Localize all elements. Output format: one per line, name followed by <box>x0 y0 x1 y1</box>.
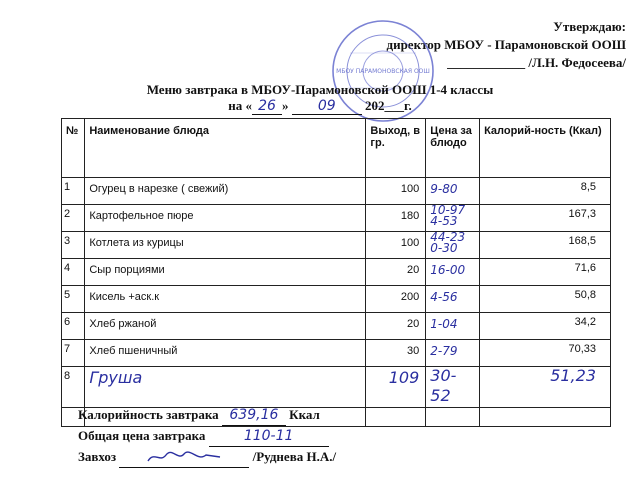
dish-name <box>85 367 366 408</box>
table-row <box>62 232 611 259</box>
dish-name: Кисель +аск.к <box>85 286 366 313</box>
table-row <box>62 205 611 232</box>
dish-price <box>426 205 480 232</box>
dish-output: 200 <box>366 286 426 313</box>
manager-signature-line <box>119 447 249 468</box>
table-row <box>62 340 611 367</box>
table-header-row <box>62 119 611 178</box>
dish-output: 30 <box>366 340 426 367</box>
signature-icon <box>144 449 224 465</box>
menu-date-line <box>0 98 640 115</box>
price-value: 30-52 <box>430 366 457 405</box>
price-total-label: Общая цена завтрака <box>78 428 206 443</box>
dish-price <box>426 286 480 313</box>
row-number: 4 <box>62 259 85 286</box>
price-value: 1-04 <box>430 317 458 331</box>
dish-output: 100 <box>366 178 426 205</box>
date-separator: » <box>282 98 289 113</box>
dish-name: Котлета из курицы <box>85 232 366 259</box>
manager-name: /Руднева Н.А./ <box>252 449 337 464</box>
dish-price <box>426 340 480 367</box>
dish-price <box>426 178 480 205</box>
calorie-total-label: Калорийность завтрака <box>78 407 219 422</box>
price-value: 9-80 <box>430 182 458 196</box>
date-month: 09 <box>292 98 362 115</box>
row-number: 3 <box>62 232 85 259</box>
table-row <box>62 286 611 313</box>
dish-calories: 70,33 <box>480 340 611 367</box>
dish-calories: 34,2 <box>480 313 611 340</box>
manager-row <box>78 447 336 468</box>
dish-calories: 50,8 <box>480 286 611 313</box>
dish-output: 20 <box>366 259 426 286</box>
header-calories: Калорий-ность (Ккал) <box>480 119 611 178</box>
empty-cell <box>480 408 611 427</box>
calories-handwritten: 51,23 <box>550 366 596 385</box>
dish-name: Огурец в нарезке ( свежий) <box>85 178 366 205</box>
dish-name: Хлеб ржаной <box>85 313 366 340</box>
approval-title: Утверждаю: <box>553 19 626 34</box>
row-number: 1 <box>62 178 85 205</box>
approval-position: директор МБОУ - Парамоновской ООШ <box>386 37 626 52</box>
dish-name-handwritten: Груша <box>89 368 143 387</box>
price-value: 10-97 <box>430 203 466 217</box>
calorie-total-unit: Ккал <box>289 407 320 422</box>
dish-price <box>426 232 480 259</box>
row-number: 7 <box>62 340 85 367</box>
price-value: 4-53 <box>430 214 458 228</box>
dish-calories: 8,5 <box>480 178 611 205</box>
dish-name: Картофельное пюре <box>85 205 366 232</box>
price-value: 2-79 <box>430 344 458 358</box>
dish-output: 20 <box>366 313 426 340</box>
table-row <box>62 259 611 286</box>
empty-cell <box>366 408 426 427</box>
dish-output-handwritten: 109 <box>388 368 420 387</box>
table-row <box>62 367 611 408</box>
manager-label: Завхоз <box>78 449 117 464</box>
dish-name: Хлеб пшеничный <box>85 340 366 367</box>
dish-output: 180 <box>366 205 426 232</box>
table-row <box>62 178 611 205</box>
header-price: Цена за блюдо <box>426 119 480 178</box>
price-total-row <box>78 426 336 447</box>
header-output: Выход, в гр. <box>366 119 426 178</box>
price-total-value: 110-11 <box>209 426 329 447</box>
dish-price <box>426 313 480 340</box>
approval-signature-line: ____________ /Л.Н. Федосеева/ <box>447 55 626 70</box>
menu-title-line: Меню завтрака в МБОУ-Парамоновской ООШ 1-4 классы <box>146 82 494 97</box>
price-value: 4-56 <box>430 290 458 304</box>
calorie-total-value: 639,16 <box>222 405 286 426</box>
price-value: 0-30 <box>430 241 458 255</box>
dish-calories: 168,5 <box>480 232 611 259</box>
dish-calories <box>480 367 611 408</box>
table-row <box>62 313 611 340</box>
date-day: 26 <box>252 98 282 115</box>
row-number: 5 <box>62 286 85 313</box>
footer-block <box>78 405 336 468</box>
dish-calories: 71,6 <box>480 259 611 286</box>
stamp-text: МБОУ ПАРАМОНОВСКАЯ ООШ <box>336 68 430 75</box>
row-number: 6 <box>62 313 85 340</box>
empty-cell <box>426 408 480 427</box>
dish-output: 100 <box>366 232 426 259</box>
row-number: 8 <box>62 367 85 408</box>
dish-output <box>366 367 426 408</box>
dish-calories: 167,3 <box>480 205 611 232</box>
dish-price <box>426 367 480 408</box>
dish-price <box>426 259 480 286</box>
menu-table <box>61 118 611 427</box>
row-number: 2 <box>62 205 85 232</box>
header-number: № <box>62 119 85 178</box>
dish-name: Сыр порциями <box>85 259 366 286</box>
price-value: 16-00 <box>430 263 466 277</box>
calorie-total-row <box>78 405 336 426</box>
date-prefix: на « <box>228 98 253 113</box>
menu-title <box>0 82 640 115</box>
price-value: 44-23 <box>430 230 466 244</box>
header-dish-name: Наименование блюда <box>85 119 366 178</box>
date-year: 202___г. <box>365 98 412 113</box>
